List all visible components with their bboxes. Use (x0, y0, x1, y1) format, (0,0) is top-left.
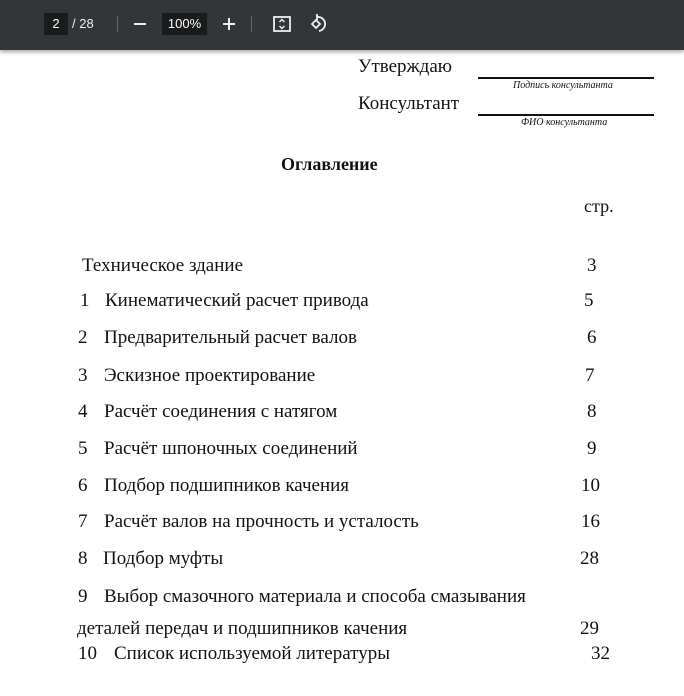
toc-item-page: 5 (584, 290, 594, 311)
signature-caption: Подпись консультанта (513, 80, 613, 91)
toc-item-page: 6 (587, 327, 597, 348)
toc-item-title: Расчёт соединения с натягом (104, 401, 338, 422)
toc-item-number: 1 (80, 290, 90, 311)
toc-title: Оглавление (281, 154, 378, 174)
divider (251, 16, 252, 32)
rotate-icon[interactable] (306, 12, 330, 36)
toc-item-page: 28 (580, 548, 599, 569)
toc-item-title: Эскизное проектирование (104, 365, 316, 386)
approve-label: Утверждаю (358, 56, 452, 77)
pdf-toolbar (0, 0, 684, 50)
toc-item-page: 9 (587, 438, 597, 459)
name-line (478, 114, 654, 116)
fit-page-icon[interactable] (270, 12, 294, 36)
toc-item-number: 5 (78, 438, 88, 459)
toc-item-title: Список используемой литературы (114, 643, 390, 664)
toc-item-page: 10 (581, 475, 600, 496)
toc-item-number: 7 (78, 511, 88, 532)
toc-item-page: 29 (580, 618, 599, 639)
signature-line (478, 77, 654, 79)
toc-item-page: 8 (587, 401, 597, 422)
toc-item-number: 6 (78, 475, 88, 496)
toc-item-title: Техническое здание (82, 255, 244, 276)
toc-item-page: 7 (585, 365, 595, 386)
toc-item-page: 32 (591, 643, 610, 664)
pdf-page (0, 50, 684, 696)
zoom-level-input[interactable]: 100% (162, 13, 207, 35)
toc-item-number: 9 (78, 586, 88, 607)
toc-item-number: 10 (78, 643, 97, 664)
toc-item-title: Подбор муфты (103, 548, 224, 569)
toc-item-number: 2 (78, 327, 88, 348)
toc-item-number: 3 (78, 365, 88, 386)
toc-item-title: Подбор подшипников качения (104, 475, 350, 496)
page-number-input[interactable]: 2 (44, 13, 68, 35)
divider (117, 16, 118, 32)
total-pages: / 28 (72, 16, 94, 31)
toc-item-title: Кинематический расчет привода (105, 290, 369, 311)
minus-icon[interactable] (128, 12, 152, 36)
consultant-label: Консультант (358, 93, 460, 114)
toc-item-title: Расчёт шпоночных соединений (104, 438, 358, 459)
plus-icon[interactable] (217, 12, 241, 36)
name-caption: ФИО консультанта (521, 117, 608, 128)
page-column-label: стр. (584, 196, 614, 216)
toc-item-title-continued: деталей передач и подшипников качения (77, 618, 408, 639)
toc-item-number: 4 (78, 401, 88, 422)
toc-item-page: 3 (587, 255, 597, 276)
toc-item-title: Выбор смазочного материала и способа смазывания (104, 586, 526, 607)
toc-item-title: Расчёт валов на прочность и усталость (104, 511, 419, 532)
toc-item-number: 8 (78, 548, 88, 569)
toc-item-title: Предварительный расчет валов (104, 327, 357, 348)
toc-item-page: 16 (581, 511, 600, 532)
